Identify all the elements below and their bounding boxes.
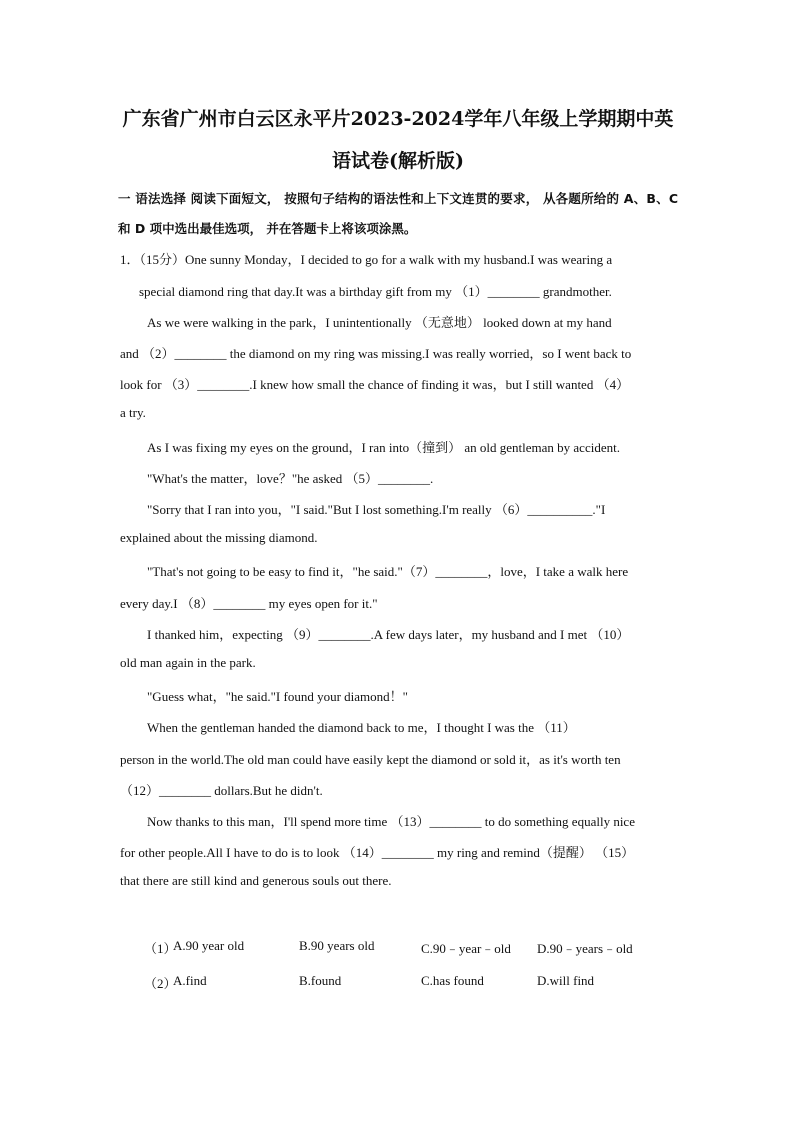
passage-line: （12）________ dollars.But he didn't.: [120, 783, 323, 798]
section-instructions: 一 语法选择 阅读下面短文， 按照句子结构的语法性和上下文连贯的要求， 从各题所给的 A、B、C 和 D 项中选出最佳选项， 并在答题卡上将该项涂黑。: [118, 191, 678, 236]
passage-line: special diamond ring that day.It was a birthday gift from my （1）________ grandmother.: [139, 284, 612, 299]
passage-line: old man again in the park.: [120, 655, 256, 670]
passage-line: "That's not going to be easy to find it，"he said."（7）________，love，I take a walk here: [147, 564, 629, 579]
option-b: B.found: [299, 973, 342, 988]
passage-line: person in the world.The old man could have easily kept the diamond or sold it，as it's worth ten: [120, 752, 621, 767]
option-c: C.90﹣year﹣old: [421, 941, 511, 956]
document-title-line-2: 语试卷(解析版): [332, 150, 464, 172]
passage-line: 1．（15分）One sunny Monday，I decided to go for a walk with my husband.I was wearing a: [120, 252, 613, 267]
passage-line: look for （3）________.I knew how small the chance of finding it was，but I still wanted （4）: [120, 377, 630, 392]
option-a: A.find: [173, 973, 207, 988]
option-a: A.90 year old: [173, 938, 245, 953]
passage-line: As we were walking in the park，I unintentionally （无意地） looked down at my hand: [147, 315, 612, 330]
passage-line: for other people.All I have to do is to look （14）________ my ring and remind（提醒） （15）: [120, 845, 635, 860]
passage-line: "What's the matter，love？"he asked （5）________.: [147, 471, 434, 486]
passage-line: "Sorry that I ran into you，"I said."But I lost something.I'm really （6）__________."I: [147, 502, 606, 517]
option-question-number: （1）: [144, 941, 177, 956]
passage-line: explained about the missing diamond.: [120, 530, 318, 545]
option-b: B.90 years old: [299, 938, 375, 953]
passage-line: every day.I （8）________ my eyes open for it.": [120, 596, 378, 611]
option-c: C.has found: [421, 973, 484, 988]
passage-line: that there are still kind and generous souls out there.: [120, 873, 392, 888]
passage-line: "Guess what，"he said."I found your diamond！": [147, 689, 408, 704]
passage-line: When the gentleman handed the diamond back to me，I thought I was the （11）: [147, 720, 576, 735]
passage-line: a try.: [120, 405, 146, 420]
passage-line: Now thanks to this man，I'll spend more time （13）________ to do something equally nice: [147, 814, 635, 829]
document-title-line-1: 广东省广州市白云区永平片2023-2024学年八年级上学期期中英: [122, 108, 674, 130]
option-d: D.90﹣years﹣old: [537, 941, 633, 956]
passage-line: and （2）________ the diamond on my ring was missing.I was really worried，so I went back to: [120, 346, 632, 361]
passage-line: As I was fixing my eyes on the ground，I ran into（撞到） an old gentleman by accident.: [147, 440, 620, 455]
option-d: D.will find: [537, 973, 595, 988]
passage-line: I thanked him，expecting （9）________.A few days later，my husband and I met （10）: [147, 627, 630, 642]
option-question-number: （2）: [144, 976, 177, 991]
